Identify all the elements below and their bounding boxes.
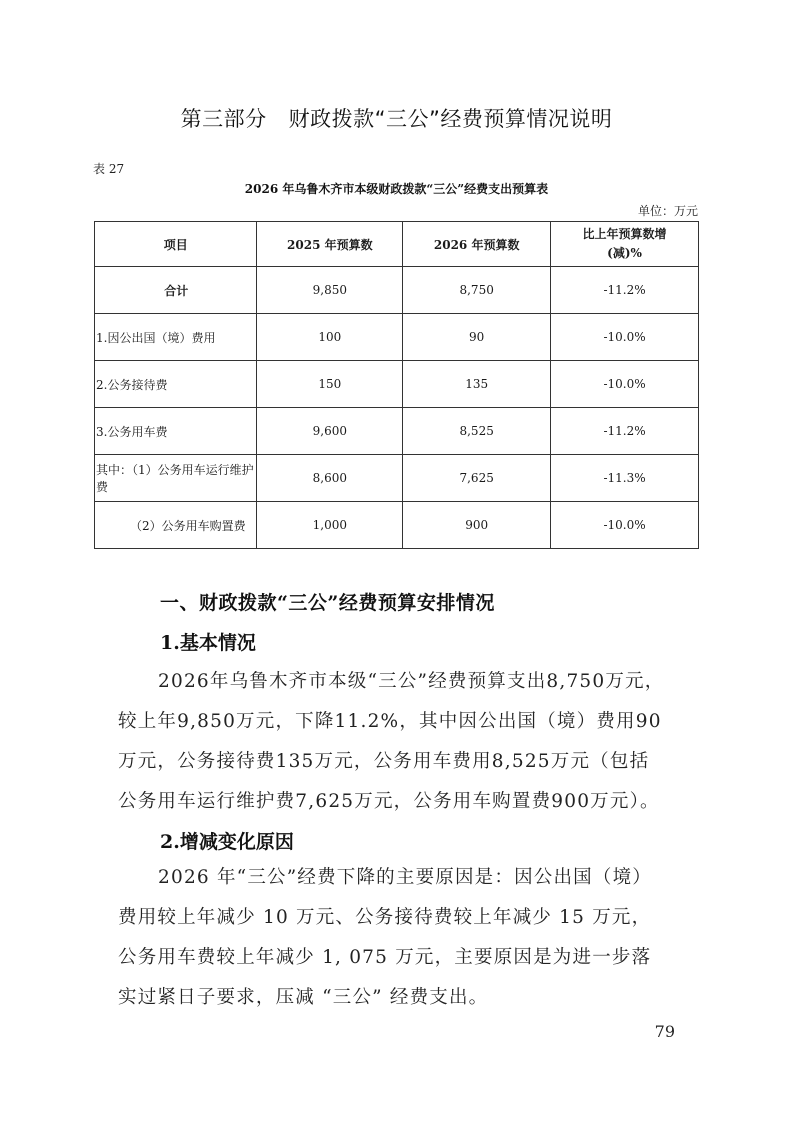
- table-header-row: [95, 222, 699, 267]
- unit-label: 单位：万元: [637, 204, 698, 218]
- table-row: [95, 408, 699, 455]
- paragraph-basic: [118, 662, 678, 822]
- cell-item: 合计: [95, 267, 257, 314]
- cell-2026: 90: [403, 314, 551, 361]
- paragraph-line: 万元，公务接待费135万元，公务用车费用8,525万元（包括: [118, 751, 650, 772]
- cell-change: -10.0%: [551, 314, 699, 361]
- cell-2025: 1,000: [257, 502, 403, 549]
- budget-table: [94, 221, 699, 549]
- paragraph-line: 2026 年“三公”经费下降的主要原因是：因公出国（境）: [158, 867, 652, 888]
- cell-change: -10.0%: [551, 502, 699, 549]
- cell-change: -11.3%: [551, 455, 699, 502]
- table-title: 2026 年乌鲁木齐市本级财政拨款“三公”经费支出预算表: [244, 182, 549, 196]
- table-row: [95, 455, 699, 502]
- header-change: [551, 222, 699, 267]
- header-2025: 2025 年预算数: [257, 222, 403, 267]
- cell-2025: 100: [257, 314, 403, 361]
- subsection-heading-basic: 1.基本情况: [160, 632, 256, 654]
- cell-2026: 8,750: [403, 267, 551, 314]
- cell-2026: 8,525: [403, 408, 551, 455]
- cell-item: 1.因公出国（境）费用: [95, 314, 257, 361]
- paragraph-line: 费用较上年减少 10 万元、公务接待费较上年减少 15 万元，: [118, 907, 652, 928]
- cell-item: （2）公务用车购置费: [95, 502, 257, 549]
- cell-change: -10.0%: [551, 361, 699, 408]
- cell-2025: 150: [257, 361, 403, 408]
- cell-change: -11.2%: [551, 267, 699, 314]
- table-row: [95, 502, 699, 549]
- cell-2026: 7,625: [403, 455, 551, 502]
- table-row-total: [95, 267, 699, 314]
- paragraph-line: 实过紧日子要求，压减 “三公” 经费支出。: [118, 987, 489, 1008]
- subsection-heading-reasons: 2.增减变化原因: [160, 831, 294, 853]
- page-number: 79: [654, 1022, 675, 1041]
- table-row: [95, 314, 699, 361]
- paragraph-line: 较上年9,850万元，下降11.2%，其中因公出国（境）费用90: [118, 711, 662, 732]
- part-title-text: 财政拨款“三公”经费预算情况说明: [288, 107, 613, 131]
- cell-2025: 8,600: [257, 455, 403, 502]
- part-title-number: 第三部分: [180, 107, 267, 131]
- header-change-line2: (减)%: [607, 246, 642, 260]
- header-change-line1: 比上年预算数增: [582, 227, 667, 241]
- cell-item: 其中：（1）公务用车运行维护费: [95, 455, 257, 502]
- header-2026: 2026 年预算数: [403, 222, 551, 267]
- section-heading: 一、财政拨款“三公”经费预算安排情况: [160, 592, 495, 614]
- header-item: 项目: [95, 222, 257, 267]
- paragraph-line: 2026年乌鲁木齐市本级“三公”经费预算支出8,750万元，: [158, 671, 665, 692]
- cell-2026: 135: [403, 361, 551, 408]
- table-row: [95, 361, 699, 408]
- cell-2025: 9,850: [257, 267, 403, 314]
- cell-2025: 9,600: [257, 408, 403, 455]
- paragraph-line: 公务用车费较上年减少 1, 075 万元，主要原因是为进一步落: [118, 947, 652, 968]
- cell-2026: 900: [403, 502, 551, 549]
- cell-item: 3.公务用车费: [95, 408, 257, 455]
- paragraph-reasons: [118, 858, 678, 1018]
- table-number: 表 27: [93, 162, 125, 176]
- part-title: [0, 103, 793, 133]
- cell-item: 2.公务接待费: [95, 361, 257, 408]
- cell-change: -11.2%: [551, 408, 699, 455]
- paragraph-line: 公务用车运行维护费7,625万元，公务用车购置费900万元）。: [118, 791, 660, 812]
